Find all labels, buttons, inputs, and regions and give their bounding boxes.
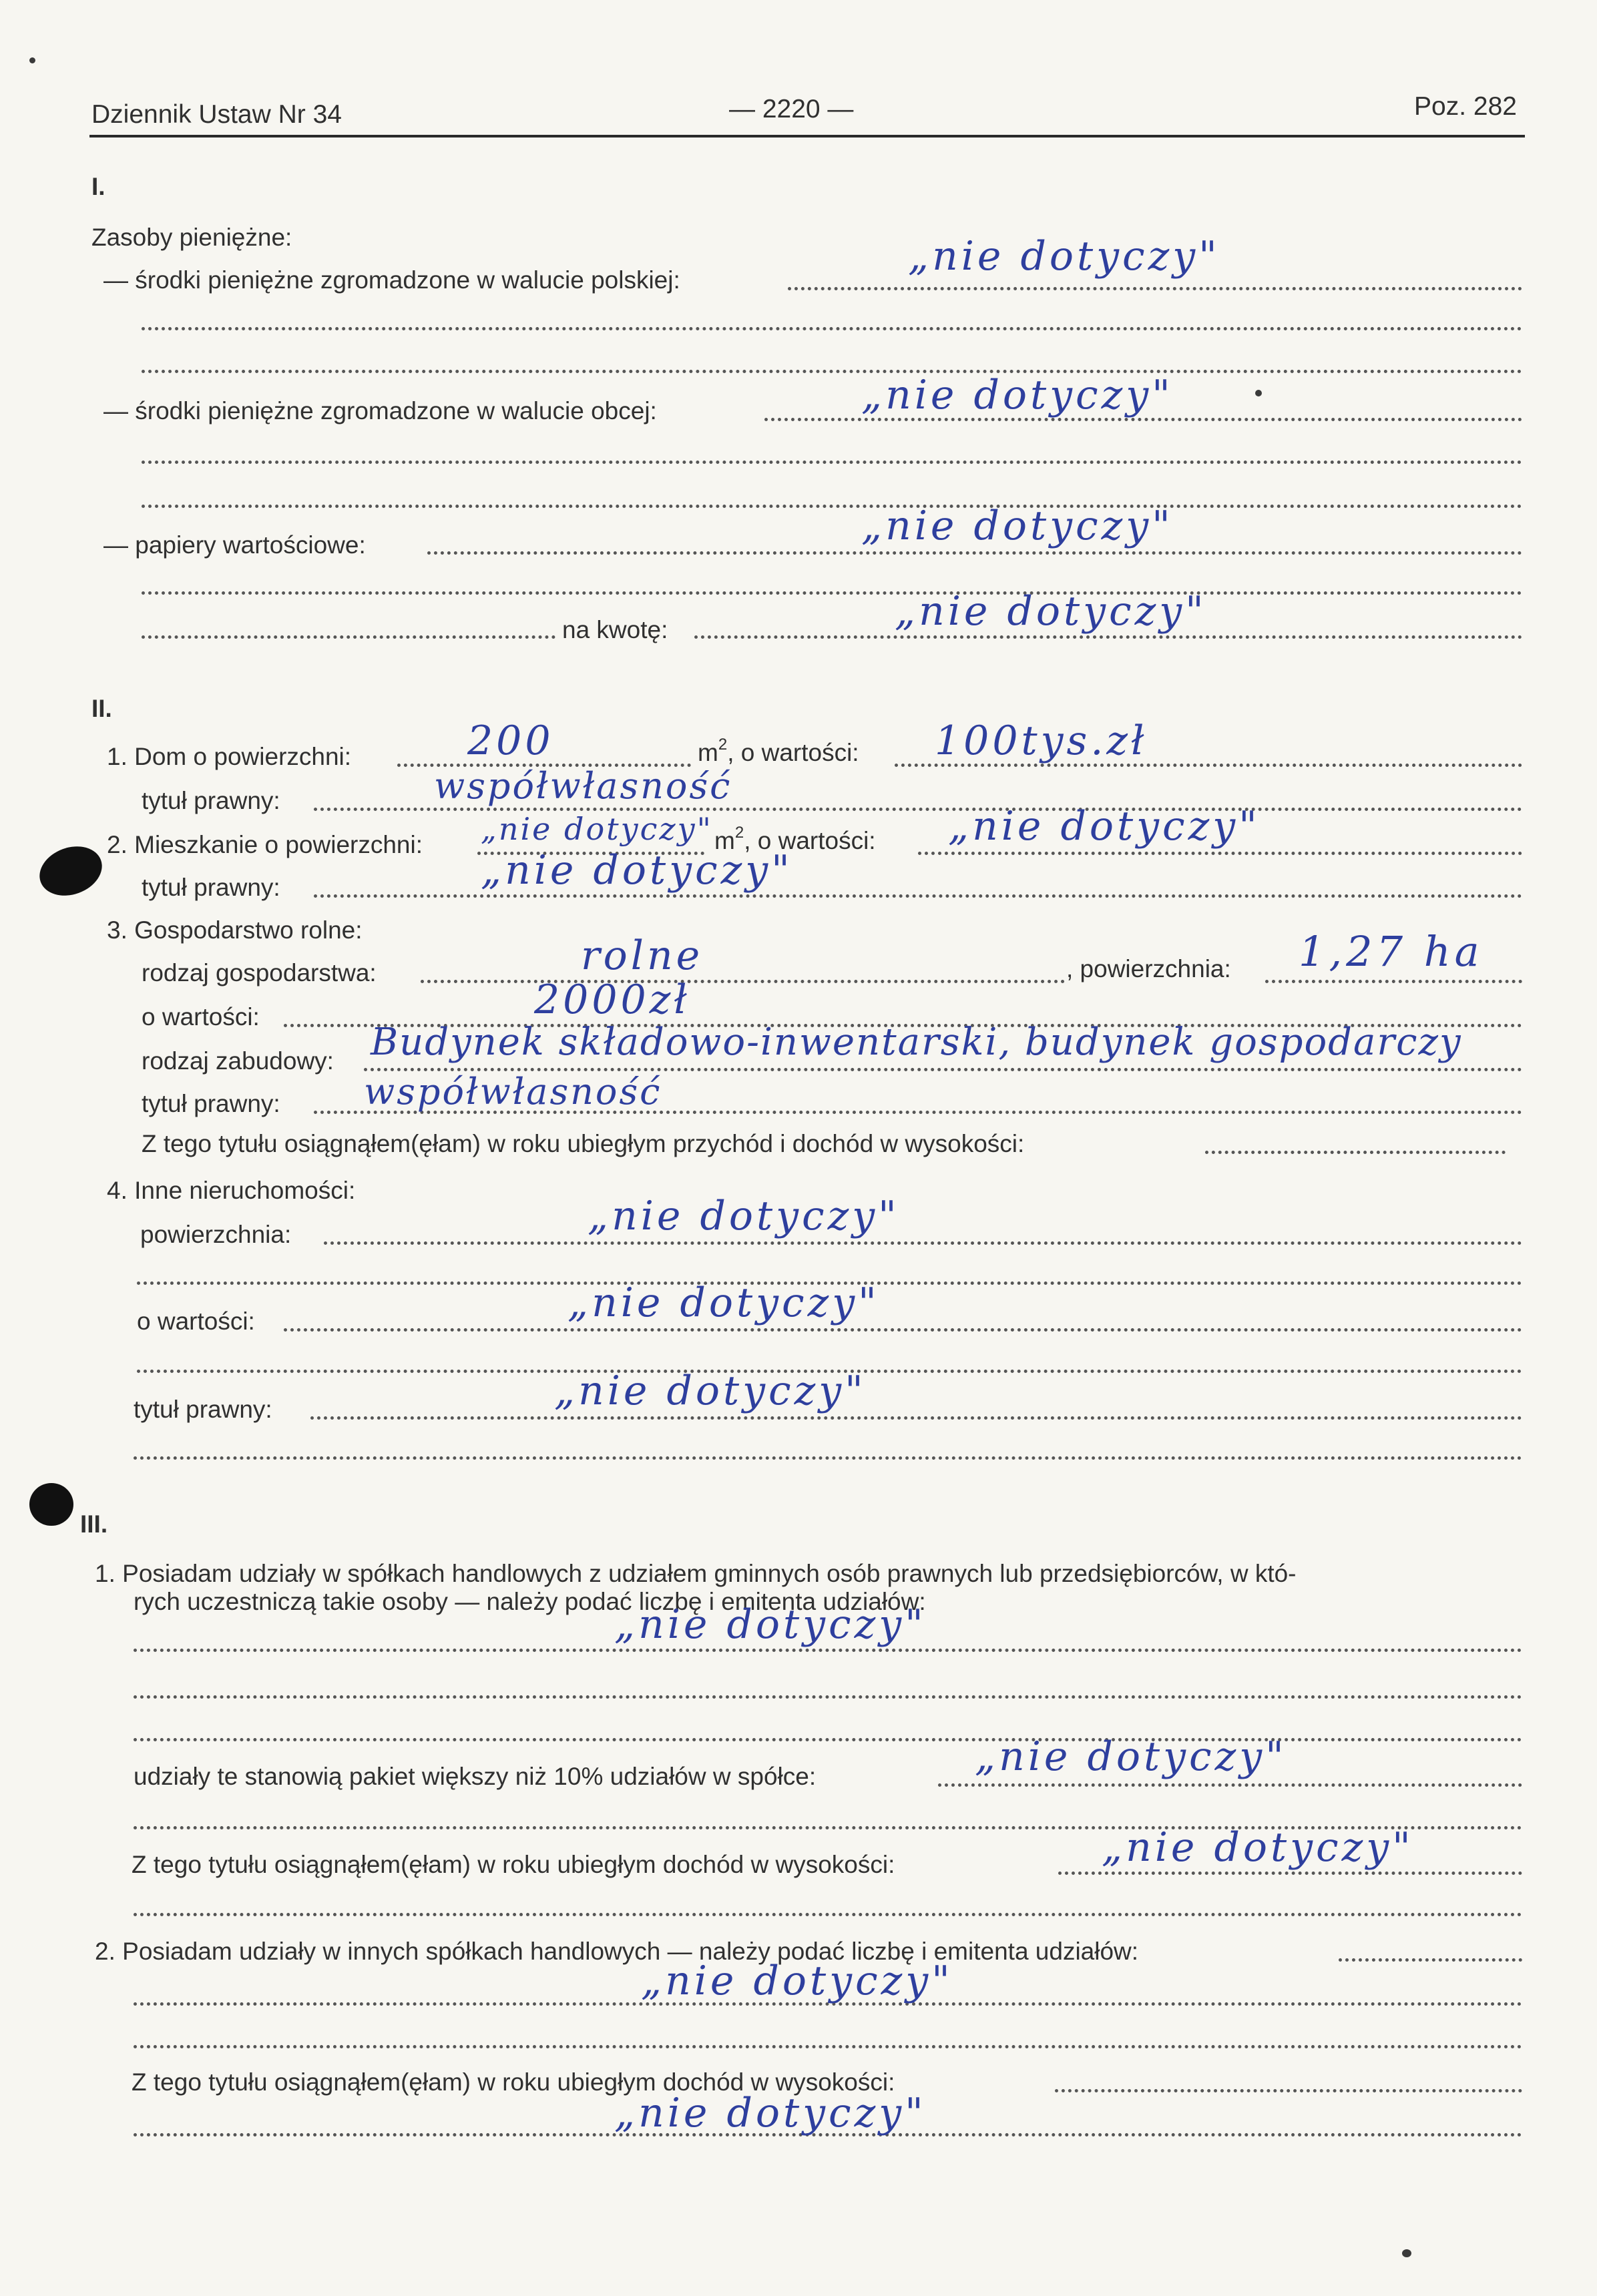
- other-shares-value: „nie dotyczy": [641, 1958, 953, 2004]
- fill-line: [284, 1328, 1522, 1332]
- pln-funds-value: „nie dotyczy": [908, 233, 1220, 280]
- section-heading: Zasoby pieniężne:: [91, 224, 292, 251]
- securities-value: „nie dotyczy": [861, 503, 1174, 549]
- amount-label: na kwotę:: [562, 616, 668, 643]
- fill-line: [134, 2045, 1522, 2048]
- page-number: — 2220 —: [729, 95, 854, 123]
- stake-label: udziały te stanowią pakiet większy niż 10% udziałów w spółce:: [134, 1763, 817, 1790]
- journal-title: Dziennik Ustaw Nr 34: [91, 100, 342, 129]
- fill-line: [918, 852, 1522, 855]
- farm-income-label: Z tego tytułu osiągnąłem(ęłam) w roku ubiegłym przychód i dochód w wysokości:: [142, 1130, 1025, 1157]
- fill-line: [142, 505, 1522, 508]
- flat-title-value: „nie dotyczy": [481, 847, 793, 894]
- income-value: „nie dotyczy": [1102, 1824, 1414, 1871]
- fill-line: [694, 635, 1522, 639]
- other-worth-label: o wartości:: [137, 1308, 255, 1335]
- farm-area-value: 1,27 ha: [1299, 927, 1484, 976]
- value-label: , o wartości:: [727, 739, 859, 766]
- fill-line: [324, 1241, 1522, 1245]
- fill-line: [1339, 1958, 1522, 1962]
- title-label: tytuł prawny:: [142, 787, 280, 814]
- title-label: tytuł prawny:: [134, 1396, 272, 1423]
- farm-worth-value: 2000zł: [534, 976, 690, 1023]
- title-label: tytuł prawny:: [142, 874, 280, 901]
- fill-line: [421, 980, 1065, 983]
- header-rule: [89, 135, 1525, 137]
- income2-value: „nie dotyczy": [614, 2090, 927, 2136]
- flat-label: 2. Mieszkanie o powierzchni:: [107, 831, 423, 858]
- fill-line: [1058, 1872, 1522, 1875]
- fill-line: [310, 1416, 1522, 1420]
- other-area-label: powierzchnia:: [140, 1221, 292, 1248]
- income-label: Z tego tytułu osiągnąłem(ęłam) w roku ubiegłym dochód w wysokości:: [132, 1851, 895, 1878]
- other-worth-value: „nie dotyczy": [567, 1279, 880, 1326]
- unit-m: m: [698, 739, 718, 766]
- house-area-value: 200: [467, 718, 554, 764]
- securities-label: — papiery wartościowe:: [103, 531, 366, 559]
- shares-gmina-line1: 1. Posiadam udziały w spółkach handlowych z udziałem gminnych osób prawnych lub przedsiębiorców, w któ-: [95, 1560, 1297, 1587]
- fill-line: [134, 1738, 1522, 1741]
- fill-line: [142, 635, 555, 639]
- fill-line: [1265, 980, 1522, 983]
- section-number: II.: [91, 695, 112, 722]
- farm-label: 3. Gospodarstwo rolne:: [107, 916, 363, 944]
- other-shares-label: 2. Posiadam udziały w innych spółkach handlowych — należy podać liczbę i emitenta udziałów:: [95, 1938, 1139, 1965]
- fill-line: [427, 551, 1522, 555]
- other-title-value: „nie dotyczy": [554, 1368, 867, 1414]
- fill-line: [142, 591, 1522, 595]
- fill-line: [1055, 2089, 1522, 2092]
- house-worth-value: 100tys.zł: [935, 718, 1148, 764]
- scan-speck: [29, 57, 35, 63]
- flat-worth-value: „nie dotyczy": [948, 803, 1261, 850]
- fill-line: [938, 1783, 1522, 1787]
- pln-funds-label: — środki pieniężne zgromadzone w walucie polskiej:: [103, 266, 680, 294]
- fill-line: [788, 287, 1522, 290]
- unit-sq: 2: [718, 736, 728, 754]
- farm-build-value: Budynek składowo-inwentarski, budynek gospodarczy: [371, 1021, 1462, 1064]
- house-unit: [698, 738, 859, 768]
- shares-gmina-line2: rych uczestniczą takie osoby — należy podać liczbę i emitenta udziałów:: [134, 1588, 926, 1615]
- section-number: III.: [80, 1510, 108, 1538]
- amount-value: „nie dotyczy": [895, 588, 1207, 635]
- farm-type-label: rodzaj gospodarstwa:: [142, 959, 377, 986]
- fill-line: [142, 370, 1522, 373]
- income2-label: Z tego tytułu osiągnąłem(ęłam) w roku ubiegłym dochód w wysokości:: [132, 2068, 895, 2096]
- farm-type-value: rolne: [581, 932, 704, 979]
- fill-line: [142, 327, 1522, 330]
- fill-line: [314, 894, 1522, 898]
- scan-speck: [1402, 2249, 1411, 2257]
- shares-gmina-value: „nie dotyczy": [614, 1601, 927, 1648]
- value-label: , o wartości:: [744, 827, 876, 854]
- farm-worth-label: o wartości:: [142, 1003, 260, 1031]
- unit-sq: 2: [734, 824, 744, 842]
- position-number: Poz. 282: [1414, 92, 1517, 121]
- house-title-value: współwłasność: [434, 765, 732, 807]
- punch-hole-mark: [33, 838, 109, 904]
- fill-line: [134, 1649, 1522, 1652]
- fill-line: [134, 1913, 1522, 1916]
- fill-line: [134, 1695, 1522, 1699]
- section-number: I.: [91, 173, 105, 200]
- other-area-value: „nie dotyczy": [588, 1193, 900, 1239]
- house-label: 1. Dom o powierzchni:: [107, 743, 352, 770]
- fill-line: [142, 461, 1522, 464]
- punch-hole-mark: [29, 1483, 73, 1526]
- title-label: tytuł prawny:: [142, 1090, 280, 1117]
- foreign-funds-value: „nie dotyczy": [861, 372, 1174, 418]
- unit-m: m: [714, 827, 735, 854]
- other-property-label: 4. Inne nieruchomości:: [107, 1177, 356, 1204]
- flat-area-value: „nie dotyczy": [481, 811, 713, 847]
- farm-title-value: współwłasność: [364, 1071, 662, 1113]
- fill-line: [134, 1456, 1522, 1460]
- farm-area-label: , powierzchnia:: [1066, 955, 1231, 982]
- farm-build-label: rodzaj zabudowy:: [142, 1047, 334, 1075]
- fill-line: [1205, 1151, 1506, 1154]
- stake-value: „nie dotyczy": [975, 1733, 1287, 1780]
- foreign-funds-label: — środki pieniężne zgromadzone w walucie obcej:: [103, 397, 657, 424]
- scan-speck: [1255, 390, 1262, 396]
